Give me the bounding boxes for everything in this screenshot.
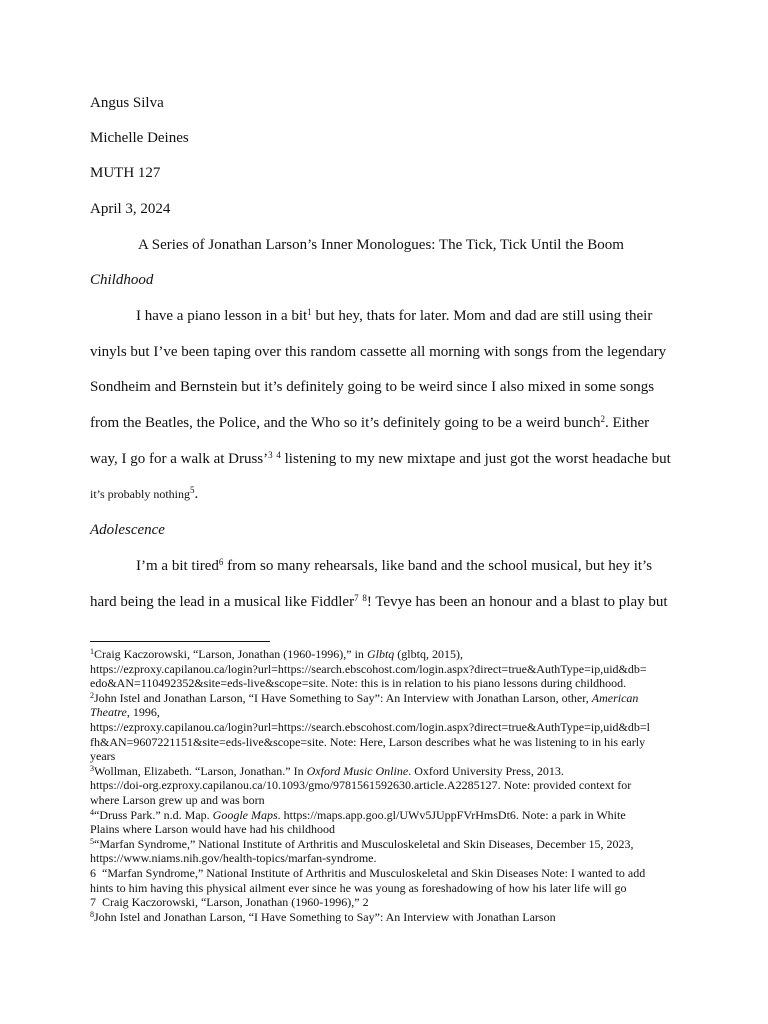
section-heading-childhood: Childhood (90, 272, 154, 288)
footnote-ref[interactable]: 2 (600, 414, 605, 424)
footnote-ref[interactable]: 5 (190, 485, 195, 495)
footnote-5: $^5$“Marfan Syndrome,” National Institute of Arthritis and Musculoskeletal and Skin Diseases, December 15, 2023, (90, 836, 634, 851)
footnote-3-cont: where Larson grew up and was born (90, 792, 265, 807)
footnote-6: 6 “Marfan Syndrome,” National Institute of Arthritis and Musculoskeletal and Skin Diseases Note: I wanted to add (90, 865, 646, 880)
footnote-separator (90, 641, 270, 642)
paragraph-line: it’s probably nothing$^5$. (90, 485, 199, 502)
student-name: Angus Silva (90, 95, 164, 111)
paragraph-line: Sondheim and Bernstein but it’s definitely going to be weird since I also mixed in some songs (90, 379, 655, 395)
course-code: MUTH 127 (90, 165, 161, 181)
paragraph-line: vinyls but I’ve been taping over this random cassette all morning with songs from the legendary (90, 344, 667, 360)
footnote-ref[interactable]: 4 (276, 450, 281, 460)
footnote-2: $^2$John Istel and Jonathan Larson, “I Have Something to Say”: An Interview with Jonathan Larson, other, American (90, 690, 639, 705)
paragraph-line: from the Beatles, the Police, and the Who so it’s definitely going to be a weird bunch$^2$. Either (90, 414, 650, 431)
footnote-3: $^3$Wollman, Elizabeth. “Larson, Jonathan.” In Oxford Music Online. Oxford University Press, 2013. (90, 763, 564, 778)
instructor-name: Michelle Deines (90, 130, 189, 146)
footnotes (90, 647, 690, 924)
footnote-2-cont: fh&AN=9607221151&site=eds-live&scope=site. Note: Here, Larson describes what he was listening to in his early (90, 734, 646, 749)
footnote-1: $^1$Craig Kaczorowski, “Larson, Jonathan (1960-1996),” in Glbtq (glbtq, 2015), (90, 647, 463, 661)
footnote-6-cont: hints to him having this physical ailment ever since he was young as foreshadowing of how his later life will go (90, 880, 627, 895)
footnote-2-cont: Theatre, 1996, (90, 705, 160, 720)
section-heading-adolescence: Adolescence (90, 522, 165, 538)
footnote-3-cont: https://doi-org.ezproxy.capilanou.ca/10.1093/gmo/9781561592630.article.A2285127. Note: provided context for (90, 778, 632, 793)
footnote-ref[interactable]: 3 (268, 450, 273, 460)
footnote-2-cont: years (90, 749, 116, 764)
paragraph-line: I have a piano lesson in a bit$^1$ but hey, thats for later. Mom and dad are still using their (136, 307, 653, 324)
footnote-1-cont: edo&AN=110492352&site=eds-live&scope=site. Note: this is in relation to his piano lessons during childhood. (90, 676, 627, 691)
footnote-8: $^8$John Istel and Jonathan Larson, “I Have Something to Say”: An Interview with Jonathan Larson (90, 909, 556, 924)
footnote-7: 7 Craig Kaczorowski, “Larson, Jonathan (1960-1996),” 2 (90, 895, 369, 910)
footnote-4: $^4$“Druss Park.” n.d. Map. Google Maps. https://maps.app.goo.gl/UWv5JUppFVrHmsDt6. Note: a park in White (90, 807, 626, 822)
footnote-ref[interactable]: 8 (362, 593, 367, 603)
footnote-4-cont: Plains where Larson would have had his childhood (90, 822, 335, 837)
document-date: April 3, 2024 (90, 201, 171, 217)
footnote-link[interactable]: https://ezproxy.capilanou.ca/login?url=https://search.ebscohost.com/login.aspx?direct=true&AuthType=ip,uid&db= (90, 661, 647, 676)
document-title: A Series of Jonathan Larson’s Inner Monologues: The Tick, Tick Until the Boom (138, 237, 624, 253)
footnote-ref[interactable]: 1 (307, 307, 312, 317)
footnote-ref[interactable]: 7 (354, 593, 359, 603)
paragraph-line: I’m a bit tired$^6$ from so many rehearsals, like band and the school musical, but hey it’s (136, 557, 653, 574)
footnote-link[interactable]: https://ezproxy.capilanou.ca/login?url=https://search.ebscohost.com/login.aspx?direct=true&AuthType=ip,uid&db=l (90, 719, 650, 734)
paragraph-line: way, I go for a walk at Druss’$^3$ $^4$ listening to my new mixtape and just got the worst headache but (90, 450, 671, 467)
paragraph-line: hard being the lead in a musical like Fiddler$^7$ $^8$! Tevye has been an honour and a blast to play but (90, 593, 668, 610)
footnote-ref[interactable]: 6 (218, 557, 224, 567)
footnote-link[interactable]: https://www.niams.nih.gov/health-topics/marfan-syndrome. (90, 851, 377, 866)
